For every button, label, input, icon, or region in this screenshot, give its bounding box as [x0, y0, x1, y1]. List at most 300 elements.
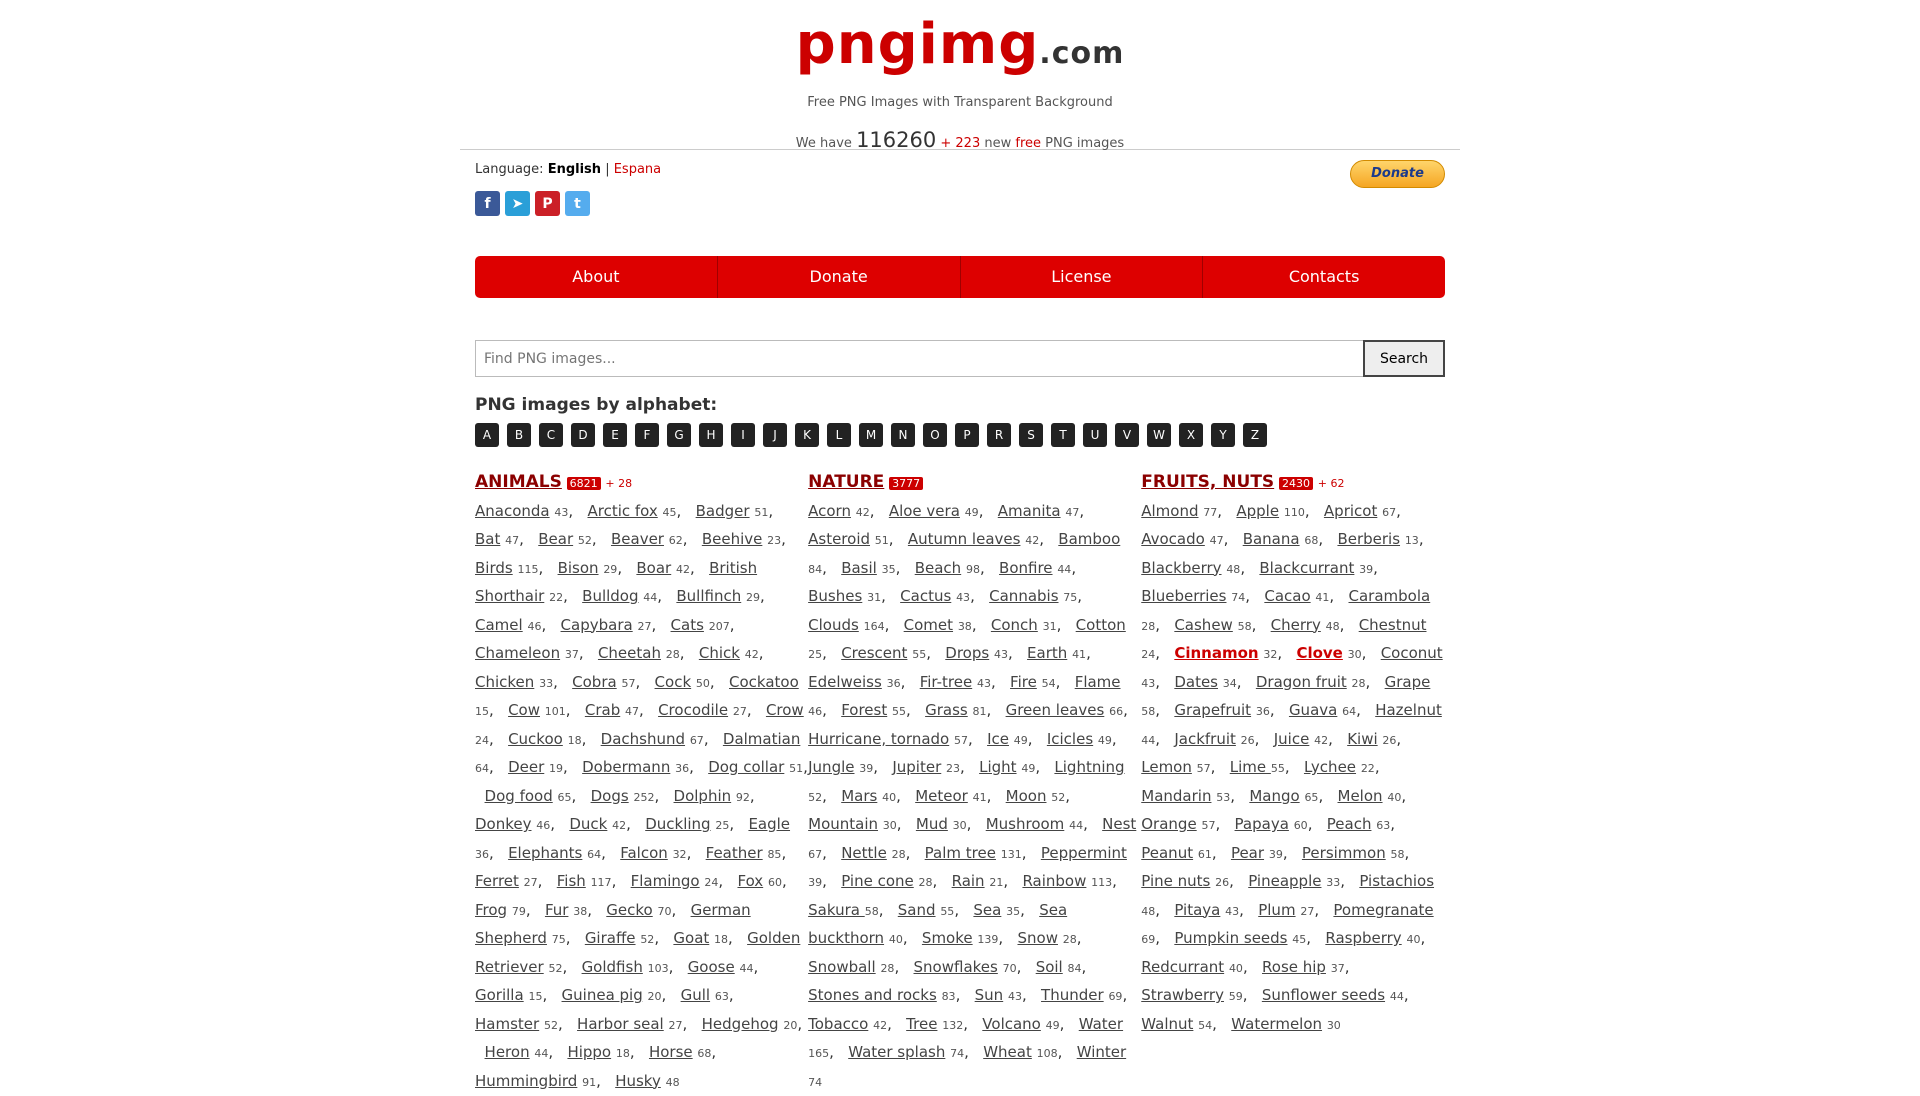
- category-item-link[interactable]: Bear: [538, 530, 573, 548]
- category-item-link[interactable]: Chameleon: [475, 644, 560, 662]
- category-item-link[interactable]: Boar: [636, 559, 671, 577]
- category-item-link[interactable]: Basil: [841, 559, 877, 577]
- category-item-link[interactable]: Avocado: [1141, 530, 1205, 548]
- category-item-link[interactable]: Peppermint: [1041, 844, 1127, 862]
- category-item-count: 64: [475, 762, 489, 775]
- nav-donate[interactable]: Donate: [718, 256, 961, 298]
- category-item-link[interactable]: Cannabis: [989, 587, 1058, 605]
- category-item-count: 74: [1231, 591, 1245, 604]
- category-item-link[interactable]: Fish: [557, 872, 586, 890]
- category-item-count: 42: [745, 648, 759, 661]
- category-item-link[interactable]: Ferret: [475, 872, 519, 890]
- language-current[interactable]: English: [548, 162, 601, 177]
- alphabet-letter-j[interactable]: J: [763, 423, 787, 447]
- category-item-link[interactable]: Crab: [585, 701, 620, 719]
- category-item-link[interactable]: Dragon fruit: [1256, 673, 1347, 691]
- category-item-link[interactable]: Deer: [508, 758, 544, 776]
- category-item-link[interactable]: Hedgehog: [702, 1015, 779, 1033]
- category-item-link[interactable]: Falcon: [620, 844, 668, 862]
- category-item-link[interactable]: Volcano: [982, 1015, 1041, 1033]
- category-item-link[interactable]: Husky: [615, 1072, 661, 1090]
- category-item-count: 115: [517, 563, 538, 576]
- category-item-link[interactable]: Anaconda: [475, 502, 550, 520]
- alphabet-letter-w[interactable]: W: [1147, 423, 1171, 447]
- category-item-link[interactable]: Winter: [1077, 1043, 1126, 1061]
- category-item-link[interactable]: Cow: [508, 701, 540, 719]
- category-item-link[interactable]: Coconut: [1381, 644, 1443, 662]
- category-item-link[interactable]: Goat: [673, 929, 709, 947]
- category-item-link[interactable]: Icicles: [1047, 730, 1093, 748]
- category-item-link[interactable]: Duckling: [645, 815, 710, 833]
- category-item-count: 63: [1376, 819, 1390, 832]
- alphabet-letter-c[interactable]: C: [539, 423, 563, 447]
- category-item-count: 24: [1141, 648, 1155, 661]
- category-item-link[interactable]: Gull: [681, 986, 710, 1004]
- category-item-count: 41: [973, 791, 987, 804]
- category-item-link[interactable]: Cuckoo: [508, 730, 563, 748]
- category-item-link[interactable]: Golden Retriever: [475, 929, 800, 976]
- category-item-link[interactable]: Sunflower seeds: [1262, 986, 1385, 1004]
- category-item-link[interactable]: Almond: [1141, 502, 1198, 520]
- category-item-link[interactable]: Carambola: [1349, 587, 1431, 605]
- category-item-link[interactable]: Mars: [841, 787, 877, 805]
- category-item-link[interactable]: Horse: [649, 1043, 693, 1061]
- category-item-link[interactable]: Aloe vera: [889, 502, 960, 520]
- nav-contacts[interactable]: Contacts: [1203, 256, 1445, 298]
- category-item-link[interactable]: Cactus: [900, 587, 951, 605]
- category-item-link[interactable]: Gecko: [606, 901, 652, 919]
- category-item-count: 34: [1223, 677, 1237, 690]
- category-item-link[interactable]: Tobacco: [808, 1015, 868, 1033]
- alphabet-letter-r[interactable]: R: [987, 423, 1011, 447]
- category-item-link[interactable]: Cotton: [1076, 616, 1126, 634]
- category-item-link[interactable]: Dog collar: [708, 758, 784, 776]
- category-item-link[interactable]: Cats: [671, 616, 704, 634]
- category-item-count: 49: [1021, 762, 1035, 775]
- category-item-link[interactable]: Fur: [545, 901, 568, 919]
- category-item-count: 40: [889, 933, 903, 946]
- category-item-link[interactable]: Ice: [987, 730, 1009, 748]
- category-item-link[interactable]: Palm tree: [925, 844, 996, 862]
- category-item-link[interactable]: Snow: [1017, 929, 1057, 947]
- category-item-link[interactable]: Feather: [706, 844, 763, 862]
- stats-prefix: We have: [796, 136, 852, 151]
- category-item-link[interactable]: Kiwi: [1347, 730, 1377, 748]
- category-item-link[interactable]: Sand: [898, 901, 936, 919]
- search-button[interactable]: Search: [1363, 340, 1445, 377]
- category-item-count: 74: [950, 1047, 964, 1060]
- language-label: Language:: [475, 162, 544, 177]
- category-item-count: 62: [669, 534, 683, 547]
- logo-main[interactable]: pngimg: [796, 12, 1040, 77]
- search-input[interactable]: [475, 340, 1363, 377]
- category-item-link[interactable]: Nettle: [841, 844, 887, 862]
- category-item-link[interactable]: Arctic fox: [587, 502, 657, 520]
- category-item-link[interactable]: Bat: [475, 530, 500, 548]
- category-item-link[interactable]: Goldfish: [582, 958, 643, 976]
- category-item-count: 65: [558, 791, 572, 804]
- category-item-count: 42: [873, 1019, 887, 1032]
- category-item-count: 31: [867, 591, 881, 604]
- alphabet-letter-u[interactable]: U: [1083, 423, 1107, 447]
- category-item-link[interactable]: Sakura: [808, 901, 865, 919]
- category-item-count: 92: [736, 791, 750, 804]
- alphabet-letter-z[interactable]: Z: [1243, 423, 1267, 447]
- category-item-link[interactable]: Comet: [904, 616, 953, 634]
- category-item-link[interactable]: Bulldog: [582, 587, 638, 605]
- category-item-link[interactable]: Lemon: [1141, 758, 1192, 776]
- category-item-link[interactable]: Amanita: [998, 502, 1061, 520]
- category-item-link[interactable]: Hamster: [475, 1015, 539, 1033]
- category-item-link[interactable]: Walnut: [1141, 1015, 1193, 1033]
- category-item-count: 24: [475, 734, 489, 747]
- category-item-link[interactable]: Dobermann: [582, 758, 670, 776]
- category-item-link[interactable]: Autumn leaves: [908, 530, 1021, 548]
- category-item-link[interactable]: Giraffe: [585, 929, 636, 947]
- category-item-link[interactable]: Edelweiss: [808, 673, 882, 691]
- category-item-link[interactable]: Asteroid: [808, 530, 870, 548]
- new-count: + 223: [940, 136, 980, 151]
- category-item-count: 19: [549, 762, 563, 775]
- category-item-link[interactable]: Light: [979, 758, 1016, 776]
- category-item-count: 41: [1072, 648, 1086, 661]
- category-item-link[interactable]: Nest: [1102, 815, 1136, 833]
- category-item-link[interactable]: Soil: [1036, 958, 1063, 976]
- category-item-link[interactable]: Pear: [1231, 844, 1264, 862]
- category-item-count: 26: [1215, 876, 1229, 889]
- category-item-count: 21: [989, 876, 1003, 889]
- category-item-count: 28: [919, 876, 933, 889]
- alphabet-letter-k[interactable]: K: [795, 423, 819, 447]
- category-item-link[interactable]: Bullfinch: [676, 587, 741, 605]
- alphabet-letter-p[interactable]: P: [955, 423, 979, 447]
- category-item-link[interactable]: Capybara: [561, 616, 633, 634]
- category-item-count: 57: [1201, 819, 1215, 832]
- category-item-link[interactable]: Watermelon: [1231, 1015, 1322, 1033]
- category-item-count: 55: [1271, 762, 1285, 775]
- category-item-link[interactable]: Cashew: [1174, 616, 1232, 634]
- alphabet-letter-t[interactable]: T: [1051, 423, 1075, 447]
- category-item-count: 43: [1141, 677, 1155, 690]
- paypal-donate-button[interactable]: Donate: [1350, 160, 1445, 188]
- category-item-link[interactable]: Clouds: [808, 616, 859, 634]
- category-item-count: 48: [666, 1076, 680, 1089]
- category-item-link[interactable]: Fire: [1010, 673, 1037, 691]
- category-item-count: 42: [676, 563, 690, 576]
- alphabet-letter-s[interactable]: S: [1019, 423, 1043, 447]
- category-item-link[interactable]: Redcurrant: [1141, 958, 1224, 976]
- category-item-link[interactable]: Dachshund: [601, 730, 685, 748]
- category-item-link[interactable]: Crescent: [841, 644, 907, 662]
- alphabet-letter-n[interactable]: N: [891, 423, 915, 447]
- alphabet-letter-e[interactable]: E: [603, 423, 627, 447]
- category-item-link[interactable]: Strawberry: [1141, 986, 1224, 1004]
- category-item-link[interactable]: Peanut: [1141, 844, 1193, 862]
- category-item-link[interactable]: Stones and rocks: [808, 986, 937, 1004]
- category-item-link[interactable]: Bushes: [808, 587, 862, 605]
- category-item-link[interactable]: Guava: [1289, 701, 1337, 719]
- alphabet-letter-m[interactable]: M: [859, 423, 883, 447]
- category-item-link[interactable]: Wheat: [983, 1043, 1032, 1061]
- category-item-link[interactable]: Beaver: [611, 530, 664, 548]
- category-item-count: 77: [1203, 506, 1217, 519]
- category-item-count: 51: [875, 534, 889, 547]
- nav-about[interactable]: About: [475, 256, 718, 298]
- category-item-count: 40: [882, 791, 896, 804]
- category-item-link[interactable]: Pine cone: [841, 872, 914, 890]
- category-item-link[interactable]: Bonfire: [999, 559, 1053, 577]
- category-item-link[interactable]: Water splash: [848, 1043, 945, 1061]
- category-item-count: 63: [715, 990, 729, 1003]
- category-item-link[interactable]: Birds: [475, 559, 513, 577]
- category-item-link[interactable]: Mango: [1249, 787, 1299, 805]
- category-item-link[interactable]: Pitaya: [1174, 901, 1220, 919]
- alphabet-nav: [475, 423, 1445, 447]
- category-item-link[interactable]: Pineapple: [1248, 872, 1321, 890]
- category-item-count: 20: [783, 1019, 797, 1032]
- category-item-link[interactable]: Forest: [841, 701, 887, 719]
- category-item-link[interactable]: Lychee: [1304, 758, 1356, 776]
- category-item-link[interactable]: Pomegranate: [1333, 901, 1433, 919]
- category-item-link[interactable]: Blueberries: [1141, 587, 1226, 605]
- category-item-link[interactable]: Banana: [1243, 530, 1300, 548]
- category-item-link[interactable]: Raspberry: [1325, 929, 1401, 947]
- category-item-link[interactable]: Papaya: [1235, 815, 1289, 833]
- category-item-link[interactable]: Guinea pig: [562, 986, 643, 1004]
- category-item-count: 30: [1348, 648, 1362, 661]
- category-item-count: 55: [940, 905, 954, 918]
- category-item-link[interactable]: Mountain: [808, 815, 878, 833]
- category-title-link[interactable]: FRUITS, NUTS: [1141, 472, 1274, 492]
- category-item-count: 98: [966, 563, 980, 576]
- category-item-link[interactable]: Flamingo: [631, 872, 700, 890]
- category-item-link[interactable]: Persimmon: [1302, 844, 1386, 862]
- category-item-link[interactable]: Thunder: [1041, 986, 1104, 1004]
- category-item-count: 164: [864, 620, 885, 633]
- category-new-count: + 62: [1318, 477, 1345, 490]
- category-item-count: 58: [1238, 620, 1252, 633]
- category-item-link[interactable]: Blackcurrant: [1259, 559, 1354, 577]
- category-item-link[interactable]: Juice: [1274, 730, 1310, 748]
- category-item-link[interactable]: Tree: [906, 1015, 937, 1033]
- telegram-icon[interactable]: ➤: [505, 191, 530, 216]
- category-item-link[interactable]: Jupiter: [892, 758, 941, 776]
- category-item-link[interactable]: Fir-tree: [920, 673, 973, 691]
- category-item-link[interactable]: Lime: [1230, 758, 1271, 776]
- alphabet-letter-x[interactable]: X: [1179, 423, 1203, 447]
- category-item-link[interactable]: Grass: [925, 701, 968, 719]
- category-item-link[interactable]: Meteor: [915, 787, 968, 805]
- alphabet-title: PNG images by alphabet:: [475, 395, 1445, 415]
- nav-license[interactable]: License: [961, 256, 1204, 298]
- category-item-link[interactable]: Drops: [945, 644, 989, 662]
- language-espana-link[interactable]: Espana: [614, 162, 661, 177]
- alphabet-letter-h[interactable]: H: [699, 423, 723, 447]
- category-item-link[interactable]: Grapefruit: [1174, 701, 1251, 719]
- category-item-link[interactable]: Fox: [737, 872, 763, 890]
- category-item-link[interactable]: Dates: [1174, 673, 1218, 691]
- category-item-link[interactable]: Conch: [991, 616, 1038, 634]
- category-item-link[interactable]: Clove: [1296, 644, 1342, 662]
- category-item-link[interactable]: Chestnut: [1359, 616, 1427, 634]
- category-item-link[interactable]: Beach: [915, 559, 961, 577]
- category-item-link[interactable]: Rose hip: [1262, 958, 1326, 976]
- category-item-link[interactable]: Badger: [696, 502, 750, 520]
- category-item-link[interactable]: Rainbow: [1022, 872, 1086, 890]
- category-item-count: 47: [1065, 506, 1079, 519]
- category-item-count: 83: [942, 990, 956, 1003]
- category-item-count: 52: [544, 1019, 558, 1032]
- category-item-link[interactable]: Dog food: [485, 787, 553, 805]
- category-item-link[interactable]: Flame: [1075, 673, 1121, 691]
- alphabet-letter-g[interactable]: G: [667, 423, 691, 447]
- category-title-link[interactable]: NATURE: [808, 472, 884, 492]
- category-item-link[interactable]: German Shepherd: [475, 901, 751, 948]
- category-item-link[interactable]: Beehive: [702, 530, 763, 548]
- category-item-link[interactable]: Berberis: [1337, 530, 1400, 548]
- category-item-link[interactable]: Snowball: [808, 958, 876, 976]
- category-item-link[interactable]: Orange: [1141, 815, 1196, 833]
- category-item-link[interactable]: Snowflakes: [914, 958, 998, 976]
- category-item-link[interactable]: Frog: [475, 901, 507, 919]
- category-item-link[interactable]: Bamboo: [1058, 530, 1120, 548]
- category-item-link[interactable]: Melon: [1338, 787, 1383, 805]
- category-item-link[interactable]: Jungle: [808, 758, 854, 776]
- category-item-link[interactable]: Water: [1079, 1015, 1123, 1033]
- category-item-count: 27: [733, 705, 747, 718]
- category-item-link[interactable]: Harbor seal: [577, 1015, 664, 1033]
- category-item-count: 75: [552, 933, 566, 946]
- category-item-link[interactable]: Pine nuts: [1141, 872, 1210, 890]
- category-item-link[interactable]: Camel: [475, 616, 523, 634]
- category-item-count: 26: [1382, 734, 1396, 747]
- category-item-link[interactable]: Cherry: [1271, 616, 1321, 634]
- category-item-link[interactable]: Mandarin: [1141, 787, 1211, 805]
- category-item-link[interactable]: Grape: [1385, 673, 1431, 691]
- category-item-link[interactable]: British Shorthair: [475, 559, 757, 606]
- category-item-link[interactable]: Cinnamon: [1174, 644, 1258, 662]
- alphabet-letter-b[interactable]: B: [507, 423, 531, 447]
- category-item-count: 64: [587, 848, 601, 861]
- category-item-count: 42: [1025, 534, 1039, 547]
- category-item-link[interactable]: Hazelnut: [1375, 701, 1442, 719]
- category-item-link[interactable]: Hummingbird: [475, 1072, 577, 1090]
- logo-tld[interactable]: .com: [1039, 36, 1124, 71]
- category-item-link[interactable]: Hippo: [567, 1043, 611, 1061]
- social-links: [475, 191, 1445, 216]
- category-item-count: 68: [1304, 534, 1318, 547]
- alphabet-letter-f[interactable]: F: [635, 423, 659, 447]
- category-item-link[interactable]: Apple: [1236, 502, 1279, 520]
- category-item-count: 55: [912, 648, 926, 661]
- category-item-link[interactable]: Apricot: [1324, 502, 1377, 520]
- category-item-link[interactable]: Eagle: [748, 815, 790, 833]
- category-item-link[interactable]: Dogs: [591, 787, 629, 805]
- category-item-count: 15: [475, 705, 489, 718]
- category-item-link[interactable]: Pumpkin seeds: [1174, 929, 1287, 947]
- alphabet-letter-a[interactable]: A: [475, 423, 499, 447]
- category-item-link[interactable]: Sun: [975, 986, 1004, 1004]
- category-item-link[interactable]: Bison: [558, 559, 599, 577]
- category-item-count: 28: [1352, 677, 1366, 690]
- twitter-icon[interactable]: t: [565, 191, 590, 216]
- category-item-link[interactable]: Cheetah: [598, 644, 661, 662]
- category-item-link[interactable]: Earth: [1027, 644, 1067, 662]
- category-item-count: 44: [1057, 563, 1071, 576]
- category-item-link[interactable]: Heron: [485, 1043, 530, 1061]
- category-item-link[interactable]: Green leaves: [1006, 701, 1105, 719]
- category-item-link[interactable]: Pistachios: [1359, 872, 1434, 890]
- alphabet-letter-d[interactable]: D: [571, 423, 595, 447]
- category-item-count: 110: [1284, 506, 1305, 519]
- category-item-link[interactable]: Smoke: [922, 929, 973, 947]
- site-header: [460, 0, 1460, 150]
- category-item-link[interactable]: Mud: [916, 815, 948, 833]
- tagline: Free PNG Images with Transparent Background: [460, 95, 1460, 110]
- alphabet-letter-o[interactable]: O: [923, 423, 947, 447]
- facebook-icon[interactable]: f: [475, 191, 500, 216]
- category-item-link[interactable]: Goose: [688, 958, 735, 976]
- category-title-link[interactable]: ANIMALS: [475, 472, 562, 492]
- pinterest-icon[interactable]: P: [535, 191, 560, 216]
- category-item-count: 108: [1037, 1047, 1058, 1060]
- alphabet-letter-v[interactable]: V: [1115, 423, 1139, 447]
- category-item-link[interactable]: Elephants: [508, 844, 582, 862]
- alphabet-letter-l[interactable]: L: [827, 423, 851, 447]
- category-item-link[interactable]: Dolphin: [674, 787, 732, 805]
- category-item-count: 18: [616, 1047, 630, 1060]
- category-item-link[interactable]: Cock: [655, 673, 692, 691]
- category-item-link[interactable]: Mushroom: [986, 815, 1065, 833]
- category-item-count: 70: [658, 905, 672, 918]
- category-item-link[interactable]: Dalmatian: [723, 730, 800, 748]
- category-item-count: 54: [1198, 1019, 1212, 1032]
- category-item-link[interactable]: Lightning: [1054, 758, 1124, 776]
- category-item-link[interactable]: Jackfruit: [1174, 730, 1236, 748]
- category-item-link[interactable]: Sea buckthorn: [808, 901, 1067, 948]
- category-item-link[interactable]: Plum: [1258, 901, 1295, 919]
- category-item-link[interactable]: Peach: [1327, 815, 1372, 833]
- category-item-link[interactable]: Acorn: [808, 502, 851, 520]
- category-item-count: 79: [512, 905, 526, 918]
- language-separator: |: [605, 162, 609, 177]
- category-item-link[interactable]: Cockatoo: [729, 673, 799, 691]
- category-item-link[interactable]: Rain: [952, 872, 985, 890]
- category-item-count: 66: [1109, 705, 1123, 718]
- category-item-link[interactable]: Blackberry: [1141, 559, 1221, 577]
- category-item-count: 24: [704, 876, 718, 889]
- site-logo[interactable]: [460, 12, 1460, 87]
- category-item-link[interactable]: Crocodile: [658, 701, 728, 719]
- category-item-link[interactable]: Donkey: [475, 815, 532, 833]
- alphabet-letter-y[interactable]: Y: [1211, 423, 1235, 447]
- category-item-link[interactable]: Moon: [1006, 787, 1047, 805]
- category-item-count: 54: [1042, 677, 1056, 690]
- category-item-link[interactable]: Chicken: [475, 673, 534, 691]
- category-item-link[interactable]: Crow: [766, 701, 804, 719]
- category-item-link[interactable]: Cacao: [1264, 587, 1310, 605]
- category-item-link[interactable]: Chick: [699, 644, 740, 662]
- category-item-count: 32: [673, 848, 687, 861]
- category-item-link[interactable]: Cobra: [572, 673, 617, 691]
- alphabet-letter-i[interactable]: I: [731, 423, 755, 447]
- category-item-link[interactable]: Sea: [973, 901, 1001, 919]
- category-item-link[interactable]: Gorilla: [475, 986, 524, 1004]
- category-item-link[interactable]: Hurricane, tornado: [808, 730, 949, 748]
- category-header: [475, 469, 808, 498]
- category-item-link[interactable]: Duck: [569, 815, 607, 833]
- free-link[interactable]: free: [1015, 136, 1041, 151]
